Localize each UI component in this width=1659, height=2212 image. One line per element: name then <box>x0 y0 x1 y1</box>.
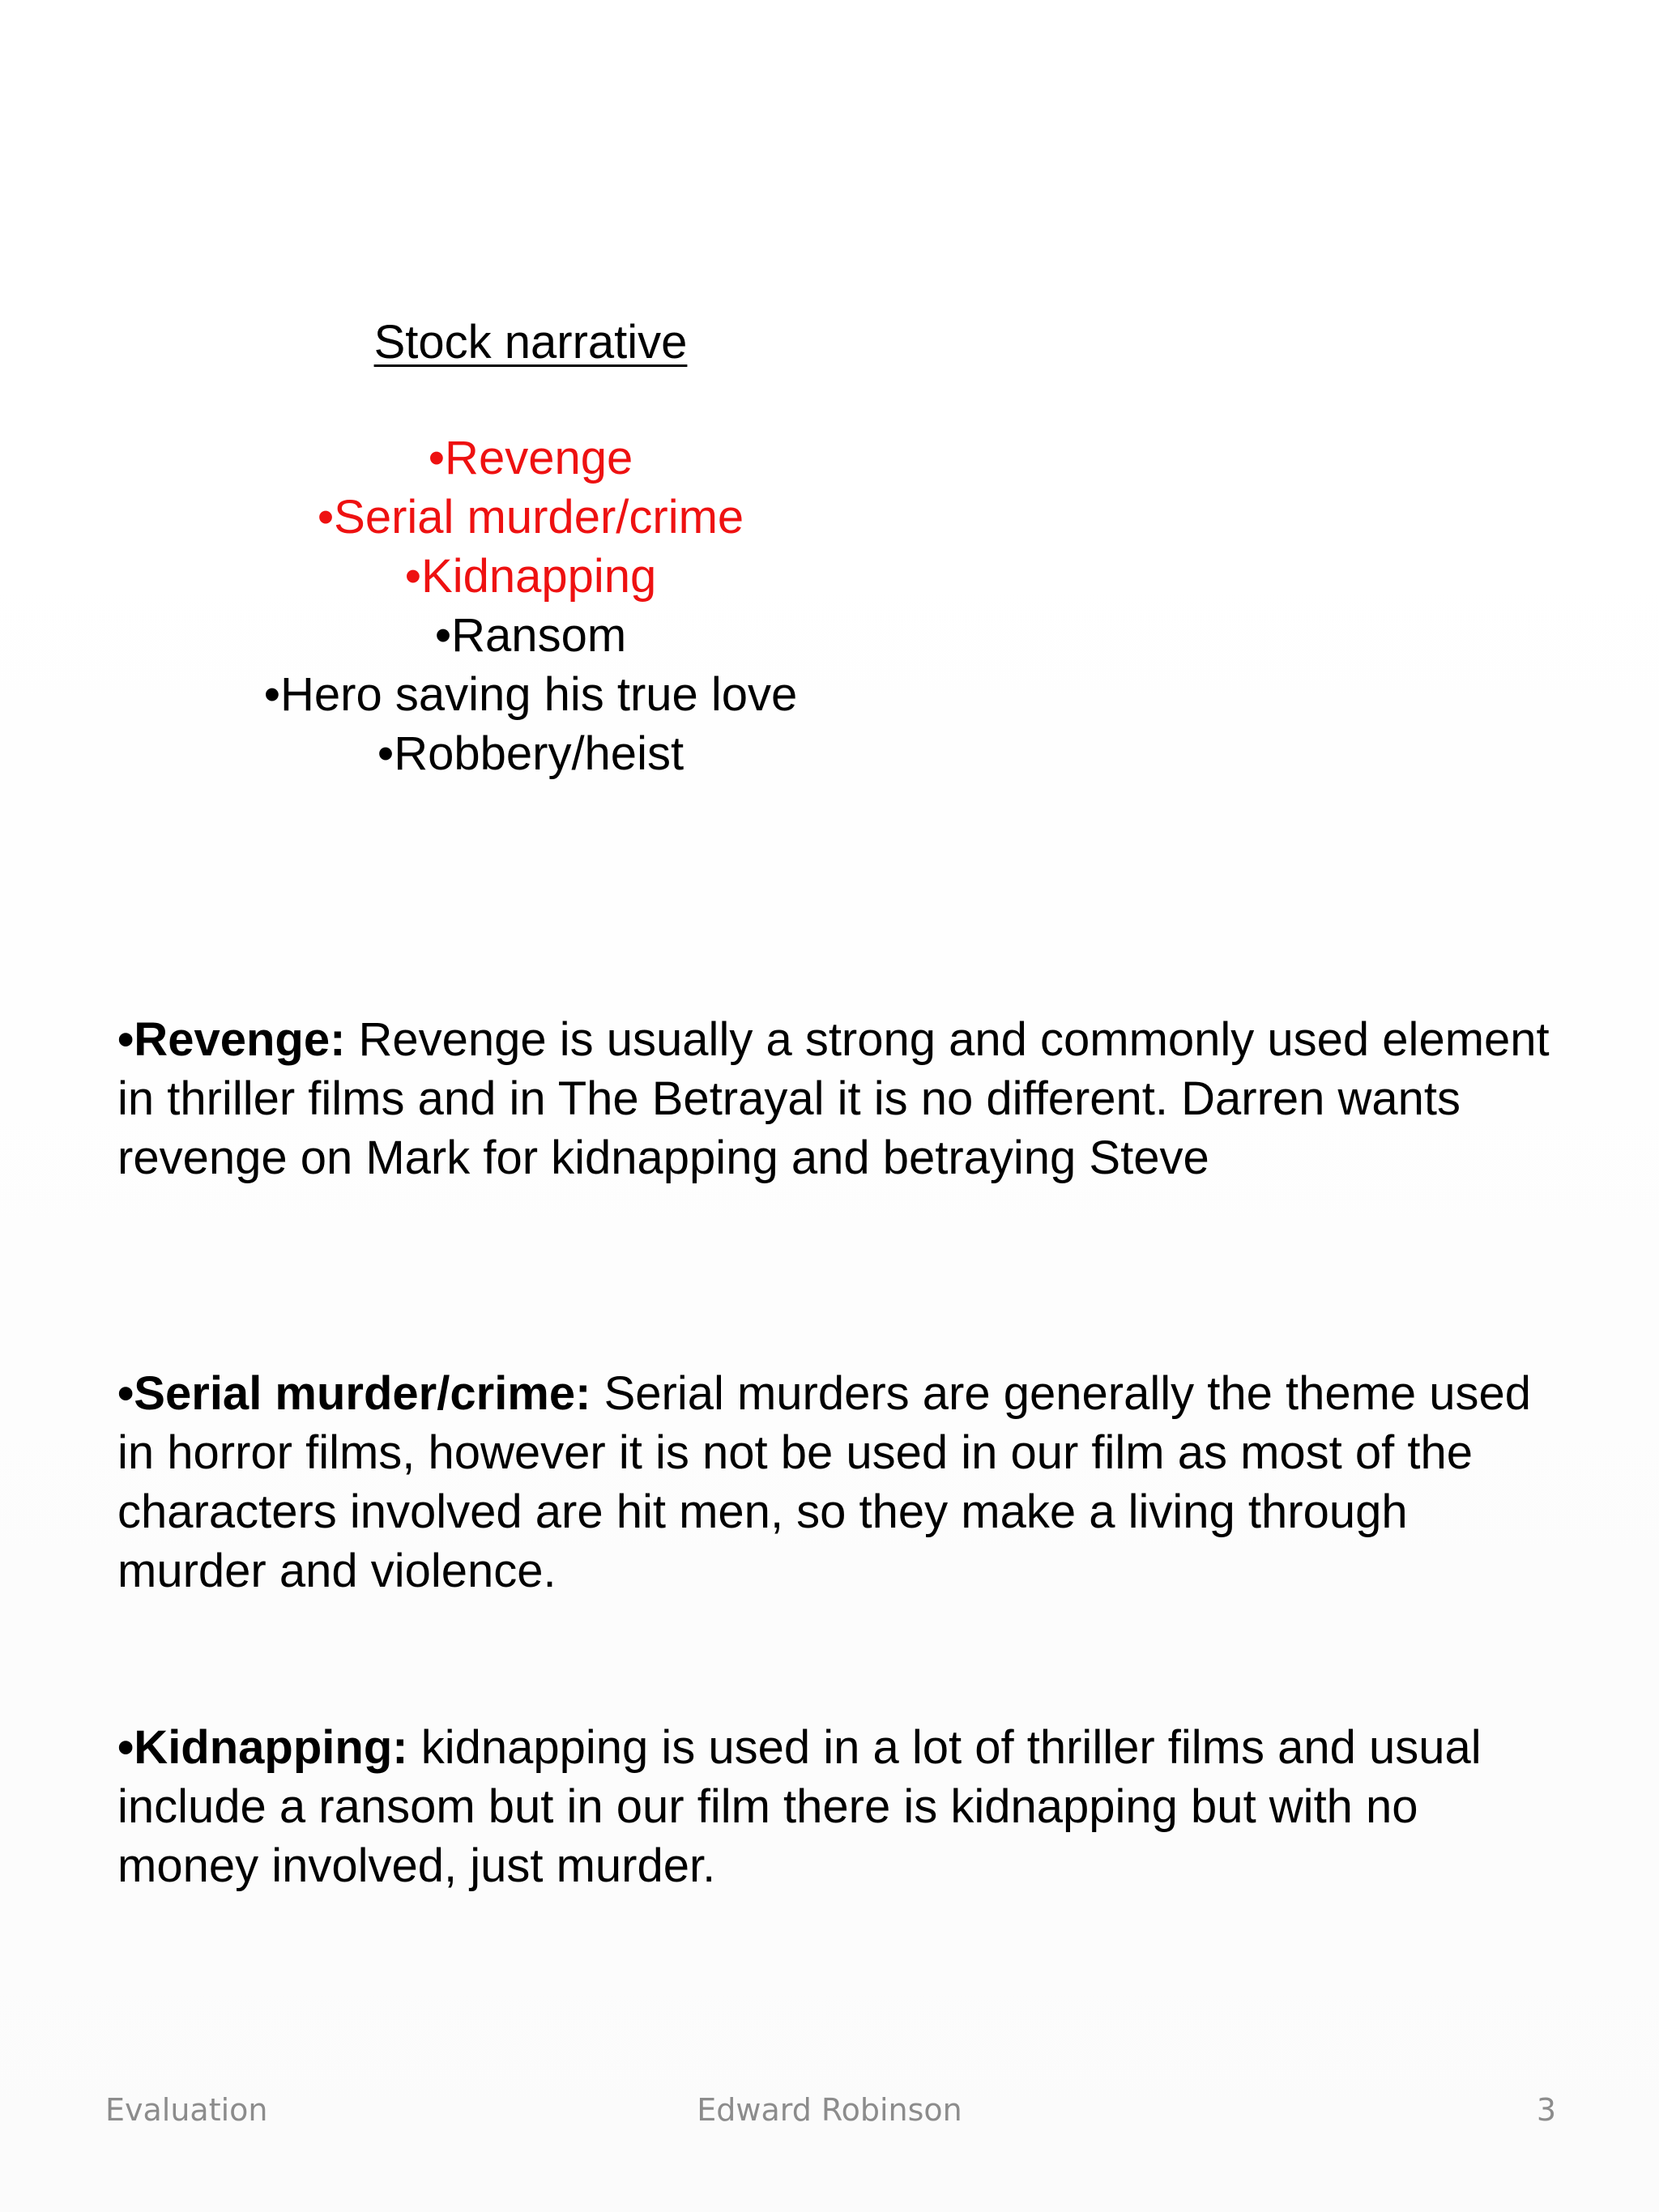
stock-item-ransom: •Ransom <box>434 609 627 662</box>
explanation-text: kidnapping is used in a lot of thriller films and usual include a ransom but in our film there is kidnapping but with no money involved, just murder. <box>117 1721 1482 1892</box>
footer-section-label: Evaluation <box>105 2092 268 2128</box>
stock-narrative-list <box>207 428 855 783</box>
explanation-serial-murder <box>117 1364 1567 1600</box>
stock-item-revenge: •Revenge <box>428 432 633 484</box>
explanation-term: •Revenge: <box>117 1013 346 1066</box>
explanation-text: Serial murders are generally the theme used in horror films, however it is not be used in our film as most of the characters involved are hit men, so they make a living through murder and violence. <box>117 1367 1532 1597</box>
explanation-text: Revenge is usually a strong and commonly used element in thriller films and in The Betrayal it is no different. Darren wants revenge on Mark for kidnapping and betraying Steve <box>117 1013 1550 1184</box>
footer-author: Edward Robinson <box>697 2092 962 2128</box>
stock-item-serial-murder: •Serial murder/crime <box>317 491 744 543</box>
explanation-kidnapping <box>117 1718 1567 1895</box>
stock-item-robbery-heist: •Robbery/heist <box>377 727 684 780</box>
stock-narrative-section <box>207 312 855 783</box>
explanation-term: •Serial murder/crime: <box>117 1367 591 1420</box>
stock-narrative-title: Stock narrative <box>373 316 688 369</box>
footer-page-number: 3 <box>1536 2092 1556 2128</box>
stock-item-kidnapping: •Kidnapping <box>404 550 657 603</box>
stock-item-hero-saving-love: •Hero saving his true love <box>263 668 798 721</box>
explanation-term: •Kidnapping: <box>117 1721 408 1774</box>
explanation-revenge <box>117 1010 1567 1187</box>
